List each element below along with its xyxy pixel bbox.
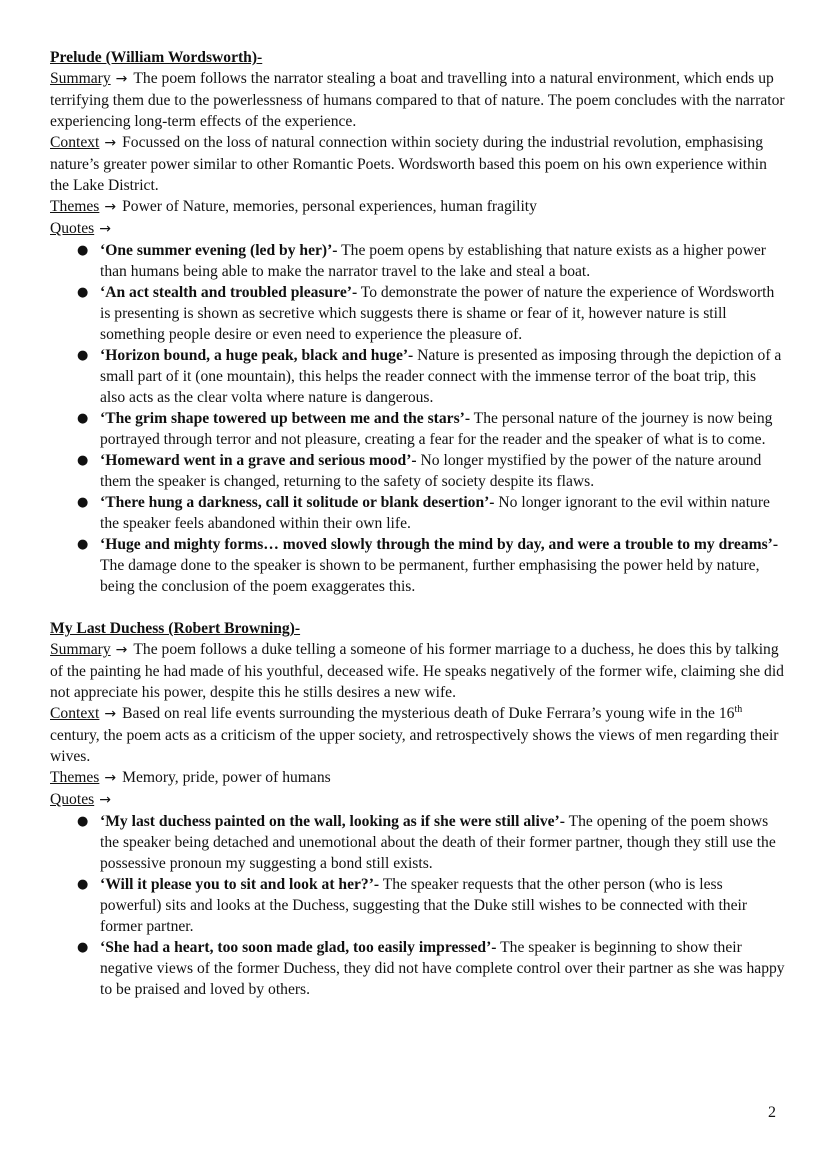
- arrow-right-icon: →: [115, 71, 128, 87]
- bullet-icon: ●: [77, 495, 89, 510]
- quotes-label: Quotes: [50, 791, 95, 808]
- context-label: Context: [50, 134, 100, 151]
- list-item: [50, 534, 785, 597]
- themes-paragraph: [50, 196, 785, 218]
- arrow-right-icon: →: [99, 792, 111, 808]
- quote-text: ‘There hung a darkness, call it solitude or blank desertion’-: [100, 494, 495, 511]
- quote-analysis: The poem opens by establishing that nature exists as a higher power than humans being able to make the narrator travel to the lake and steal a boat.: [100, 242, 766, 280]
- summary-label: Summary: [50, 641, 111, 658]
- themes-paragraph: [50, 767, 785, 789]
- bullet-icon: ●: [77, 537, 89, 552]
- quote-text: ‘The grim shape towered up between me and the stars’-: [100, 410, 471, 427]
- section-title: Prelude (William Wordsworth)-: [50, 49, 263, 66]
- quote-analysis: The damage done to the speaker is shown to be permanent, further emphasising the power held by nature, being the conclusion of the poem exaggerates this.: [100, 557, 760, 595]
- summary-paragraph: [50, 68, 785, 132]
- bullet-icon: ●: [77, 243, 89, 258]
- themes-text: Memory, pride, power of humans: [122, 769, 331, 786]
- list-item: [50, 450, 785, 492]
- bullet-icon: ●: [77, 348, 89, 363]
- quotes-heading: [50, 789, 785, 811]
- quote-text: ‘Will it please you to sit and look at her?’-: [100, 876, 380, 893]
- summary-text: The poem follows a duke telling a someone of his former marriage to a duchess, he does this by talking of the painting he had made of his youthful, deceased wife. He speaks negatively of the former wife, claiming she did not appreciate his power, despite this he stills desires a new wife.: [50, 641, 784, 701]
- themes-text: Power of Nature, memories, personal experiences, human fragility: [122, 198, 537, 215]
- context-paragraph: [50, 132, 785, 196]
- bullet-icon: ●: [77, 940, 89, 955]
- summary-text: The poem follows the narrator stealing a boat and travelling into a natural environment, which ends up terrifying them due to the powerlessness of humans compared to that of nature. The poem concludes with the narrator experiencing long-term effects of the experience.: [50, 70, 785, 130]
- quote-text: ‘My last duchess painted on the wall, looking as if she were still alive’-: [100, 813, 565, 830]
- quote-analysis: Nature is presented as imposing through the depiction of a small part of it (one mountain), this helps the reader connect with the immense terror of the boat trip, this also acts as the clear volta where nature is dangerous.: [100, 347, 782, 406]
- arrow-right-icon: →: [115, 642, 128, 658]
- themes-label: Themes: [50, 769, 100, 786]
- context-text: Based on real life events surrounding the mysterious death of Duke Ferrara’s young wife in the 16: [122, 705, 735, 722]
- page-number: 2: [768, 1104, 776, 1121]
- list-item: [50, 811, 785, 874]
- arrow-right-icon: →: [104, 706, 117, 722]
- list-item: [50, 240, 785, 282]
- arrow-right-icon: →: [104, 199, 117, 215]
- bullet-icon: ●: [77, 814, 89, 829]
- list-item: [50, 282, 785, 345]
- summary-paragraph: [50, 639, 785, 703]
- arrow-right-icon: →: [99, 221, 111, 237]
- context-text: Focussed on the loss of natural connection within society during the industrial revolution, emphasising nature’s greater power similar to other Romantic Poets. Wordsworth based this poem on his own experience within the Lake District.: [50, 134, 767, 194]
- list-item: [50, 874, 785, 937]
- quote-analysis: The personal nature of the journey is now being portrayed through terror and not pleasure, creating a fear for the reader and the speaker of what is to come.: [100, 410, 773, 448]
- quotes-heading: [50, 218, 785, 240]
- document-page: [50, 47, 785, 1000]
- quote-analysis: The speaker is beginning to show their negative views of the former Duchess, they did not have complete control over their partner as she was happy to be praised and loved by others.: [100, 939, 785, 998]
- list-item: [50, 937, 785, 1000]
- bullet-icon: ●: [77, 453, 89, 468]
- section-spacer: [50, 597, 785, 618]
- bullet-icon: ●: [77, 285, 89, 300]
- section-title: My Last Duchess (Robert Browning)-: [50, 620, 301, 637]
- context-text-continued: century, the poem acts as a criticism of the upper society, and retrospectively shows the views of men regarding their wives.: [50, 727, 779, 765]
- quote-analysis: To demonstrate the power of nature the experience of Wordsworth is presenting is shown as secretive which suggests there is shame or fear of it, however nature is still something people desire or even need to experience the pleasure of.: [100, 284, 775, 343]
- arrow-right-icon: →: [104, 135, 117, 151]
- summary-label: Summary: [50, 70, 111, 87]
- quotes-label: Quotes: [50, 220, 95, 237]
- quotes-list: [50, 240, 785, 597]
- quote-text: ‘One summer evening (led by her)’-: [100, 242, 338, 259]
- list-item: [50, 492, 785, 534]
- ordinal-suffix: th: [734, 703, 743, 715]
- list-item: [50, 345, 785, 408]
- bullet-icon: ●: [77, 877, 89, 892]
- bullet-icon: ●: [77, 411, 89, 426]
- context-paragraph: [50, 703, 785, 767]
- quotes-list: [50, 811, 785, 1000]
- quote-analysis: No longer mystified by the power of the nature around them the speaker is changed, returning to the safety of society despite its flaws.: [100, 452, 762, 490]
- themes-label: Themes: [50, 198, 100, 215]
- quote-text: ‘Horizon bound, a huge peak, black and huge’-: [100, 347, 414, 364]
- list-item: [50, 408, 785, 450]
- context-label: Context: [50, 705, 100, 722]
- quote-analysis: The opening of the poem shows the speaker being detached and unemotional about the death of their former partner, though they still use the possessive pronoun my suggesting a bond still exists.: [100, 813, 776, 872]
- arrow-right-icon: →: [104, 770, 117, 786]
- quote-analysis: The speaker requests that the other person (who is less powerful) sits and looks at the Duchess, suggesting that the Duke still wishes to be connected with their former partner.: [100, 876, 748, 935]
- quote-analysis: No longer ignorant to the evil within nature the speaker feels abandoned within their own life.: [100, 494, 770, 532]
- quote-text: ‘Homeward went in a grave and serious mood’-: [100, 452, 417, 469]
- quote-text: ‘She had a heart, too soon made glad, too easily impressed’-: [100, 939, 497, 956]
- quote-text: ‘An act stealth and troubled pleasure’-: [100, 284, 358, 301]
- quote-text: ‘Huge and mighty forms… moved slowly through the mind by day, and were a trouble to my dreams’-: [100, 536, 779, 553]
